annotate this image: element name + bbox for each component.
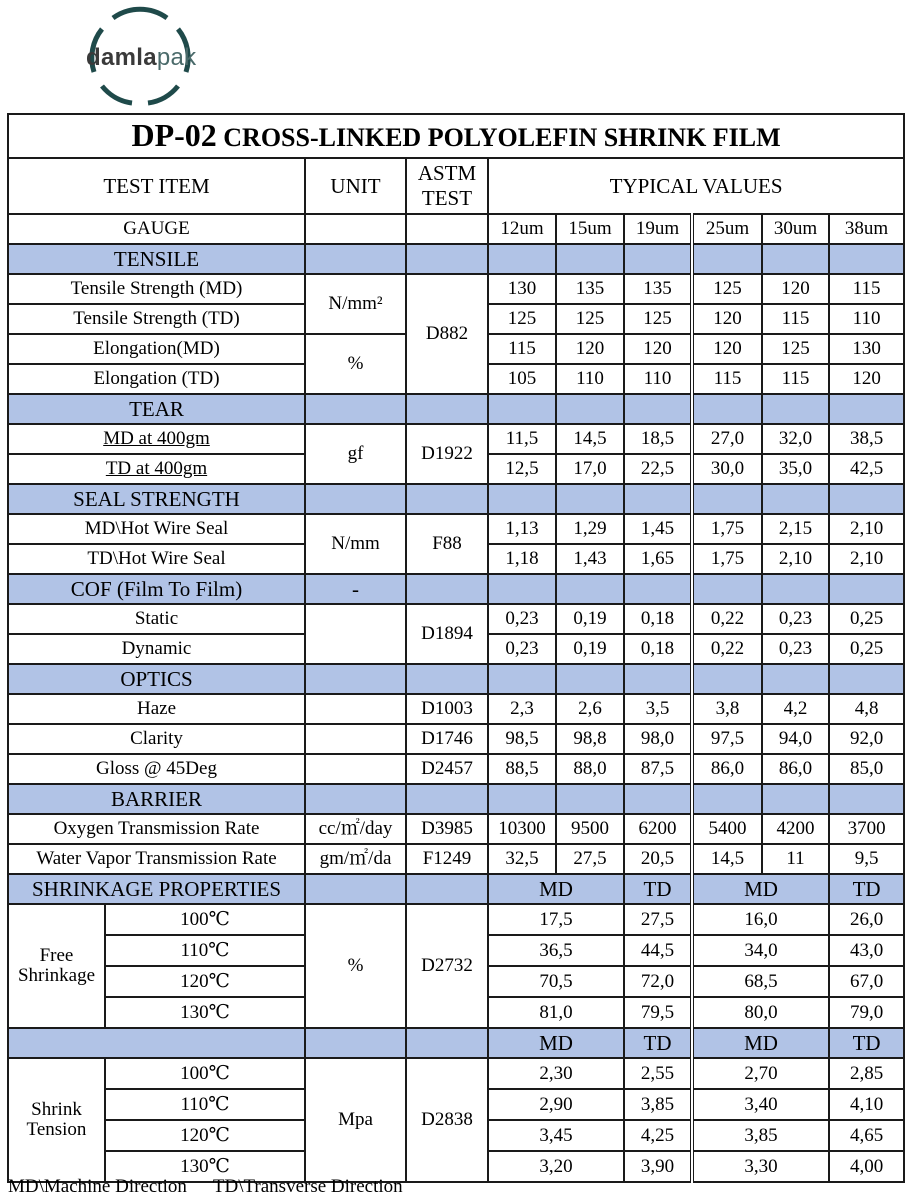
value-cell: 0,18 [624,604,692,634]
value-cell [829,574,904,604]
value-cell [762,574,829,604]
value-cell: 115 [762,304,829,334]
value-cell [624,484,692,514]
value-cell: 3,20 [488,1151,624,1182]
value-cell [556,784,624,814]
product-code: DP-02 [131,116,217,153]
unit-cell [305,724,406,754]
section-cof [8,574,904,604]
value-cell: 27,5 [624,904,692,935]
astm-cell [406,664,488,694]
section-title: COF (Film To Film) [8,574,305,604]
value-cell [829,784,904,814]
section-title: BARRIER [8,784,305,814]
value-cell: 38,5 [829,424,904,454]
value-cell: 0,23 [488,604,556,634]
value-cell: 26,0 [829,904,904,935]
value-cell: 34,0 [692,935,829,966]
value-cell [556,244,624,274]
value-cell: 27,0 [692,424,762,454]
value-cell: 0,25 [829,604,904,634]
astm-line: ASTM [417,161,477,185]
group-label-line: Tension [26,1119,87,1140]
value-cell [556,484,624,514]
group-label [8,1058,105,1182]
value-cell: 3,8 [692,694,762,724]
astm-cell [406,484,488,514]
value-cell: 67,0 [829,966,904,997]
value-cell [624,784,692,814]
value-cell: 11,5 [488,424,556,454]
temperature-cell: 120℃ [105,966,305,997]
value-cell [829,244,904,274]
value-cell: 87,5 [624,754,692,784]
value-cell: 70,5 [488,966,624,997]
value-cell [829,484,904,514]
value-cell [488,784,556,814]
value-cell: 2,10 [829,514,904,544]
value-cell [624,574,692,604]
value-cell: 4,8 [829,694,904,724]
value-cell: 32,0 [762,424,829,454]
value-cell: 2,30 [488,1058,624,1089]
value-cell [762,784,829,814]
value-cell: 120 [624,334,692,364]
value-cell: 27,5 [556,844,624,874]
gauge-row [8,214,904,244]
value-cell [488,574,556,604]
section-title: SHRINKAGE PROPERTIES [8,874,305,904]
row-label: Oxygen Transmission Rate [8,814,305,844]
header-astm [406,158,488,214]
value-cell: 110 [829,304,904,334]
row-label: Elongation (TD) [8,364,305,394]
row-label: Haze [8,694,305,724]
value-cell [692,394,762,424]
value-cell: 125 [488,304,556,334]
value-cell: 120 [692,304,762,334]
value-cell [829,394,904,424]
value-cell [488,664,556,694]
value-cell: 22,5 [624,454,692,484]
value-cell [556,664,624,694]
section-title: TENSILE [8,244,305,274]
value-cell: 105 [488,364,556,394]
value-cell: 18,5 [624,424,692,454]
free-shrinkage-row [8,904,904,935]
value-cell: 81,0 [488,997,624,1028]
value-cell: 120 [829,364,904,394]
value-cell: 125 [692,274,762,304]
damlapak-logo [86,4,197,112]
value-cell: 68,5 [692,966,829,997]
value-cell: 2,90 [488,1089,624,1120]
page-title [8,114,904,158]
value-cell: 42,5 [829,454,904,484]
astm-cell: F88 [406,514,488,574]
value-cell: 88,0 [556,754,624,784]
value-cell: 135 [624,274,692,304]
value-cell: 2,15 [762,514,829,544]
value-cell: 115 [762,364,829,394]
temperature-cell: 110℃ [105,1089,305,1120]
astm-cell: D1003 [406,694,488,724]
tear-row [8,424,904,454]
seal-row [8,514,904,544]
value-cell: 135 [556,274,624,304]
astm-cell [406,214,488,244]
unit-cell [305,484,406,514]
unit-cell [305,394,406,424]
header-row [8,158,904,214]
value-cell: 1,75 [692,514,762,544]
value-cell: 17,0 [556,454,624,484]
value-cell: 1,29 [556,514,624,544]
barrier-row [8,844,904,874]
footer-md: MD\Machine Direction [8,1176,187,1197]
value-cell: 98,8 [556,724,624,754]
row-label: Tensile Strength (TD) [8,304,305,334]
value-cell: 2,70 [692,1058,829,1089]
value-cell [762,244,829,274]
unit-cell: cc/㎡/day [305,814,406,844]
unit-cell [305,874,406,904]
unit-cell: N/mm [305,514,406,574]
astm-cell: D2838 [406,1058,488,1182]
astm-cell: D3985 [406,814,488,844]
shrink-tension-row [8,1058,904,1089]
temperature-cell: 100℃ [105,1058,305,1089]
astm-cell [406,1028,488,1058]
value-cell: 3,40 [692,1089,829,1120]
row-label: Elongation(MD) [8,334,305,364]
value-cell: 0,18 [624,634,692,664]
astm-cell: D1746 [406,724,488,754]
value-cell: 0,23 [488,634,556,664]
row-label: TD at 400gm [8,454,305,484]
temperature-cell: 130℃ [105,1151,305,1182]
section-title [8,1028,305,1058]
footer-legend [8,1176,429,1198]
value-cell: 115 [829,274,904,304]
value-cell: 14,5 [556,424,624,454]
value-cell: 3,85 [624,1089,692,1120]
value-cell: 38um [829,214,904,244]
value-cell: 4,65 [829,1120,904,1151]
temperature-cell: 110℃ [105,935,305,966]
value-cell [556,574,624,604]
td-header: TD [829,1028,904,1058]
value-cell: 0,23 [762,634,829,664]
value-cell: 9,5 [829,844,904,874]
td-header: TD [829,874,904,904]
md-header: MD [692,1028,829,1058]
astm-cell: F1249 [406,844,488,874]
value-cell: 125 [762,334,829,364]
value-cell: 115 [488,334,556,364]
value-cell: 0,22 [692,604,762,634]
optics-row [8,754,904,784]
value-cell [692,244,762,274]
value-cell: 1,45 [624,514,692,544]
value-cell: 4,25 [624,1120,692,1151]
tensile-row [8,274,904,304]
value-cell: 12um [488,214,556,244]
value-cell: 80,0 [692,997,829,1028]
astm-cell: D2732 [406,904,488,1028]
value-cell: 44,5 [624,935,692,966]
group-label-line: Shrinkage [17,965,96,986]
row-label: Tensile Strength (MD) [8,274,305,304]
row-label: Static [8,604,305,634]
optics-row [8,724,904,754]
value-cell: 110 [624,364,692,394]
value-cell: 16,0 [692,904,829,935]
section-tear [8,394,904,424]
row-label: TD\Hot Wire Seal [8,544,305,574]
value-cell: 2,3 [488,694,556,724]
unit-cell [305,604,406,664]
unit-cell [305,1028,406,1058]
row-label: MD\Hot Wire Seal [8,514,305,544]
value-cell: 0,19 [556,604,624,634]
value-cell: 98,0 [624,724,692,754]
group-label [8,904,105,1028]
unit-cell: gm/㎡/da [305,844,406,874]
unit-cell [305,784,406,814]
value-cell: 11 [762,844,829,874]
astm-cell: D1894 [406,604,488,664]
value-cell: 3,90 [624,1151,692,1182]
value-cell [762,664,829,694]
value-cell: 86,0 [762,754,829,784]
unit-cell [305,244,406,274]
value-cell: 79,0 [829,997,904,1028]
value-cell: 6200 [624,814,692,844]
value-cell: 3,5 [624,694,692,724]
value-cell: 5400 [692,814,762,844]
value-cell: 2,85 [829,1058,904,1089]
value-cell: 1,18 [488,544,556,574]
header-typical-values: TYPICAL VALUES [488,158,904,214]
unit-cell: N/mm² [305,274,406,334]
value-cell: 35,0 [762,454,829,484]
astm-cell [406,784,488,814]
value-cell: 1,75 [692,544,762,574]
temperature-cell: 100℃ [105,904,305,935]
section-optics [8,664,904,694]
value-cell: 3,45 [488,1120,624,1151]
unit-cell [305,664,406,694]
value-cell: 72,0 [624,966,692,997]
unit-cell: gf [305,424,406,484]
value-cell: 4200 [762,814,829,844]
unit-cell: % [305,904,406,1028]
td-header: TD [624,1028,692,1058]
row-label: MD at 400gm [8,424,305,454]
value-cell: 30um [762,214,829,244]
astm-cell [406,874,488,904]
md-header: MD [488,874,624,904]
unit-cell: % [305,334,406,394]
astm-cell [406,394,488,424]
value-cell [692,664,762,694]
astm-cell [406,574,488,604]
value-cell [762,394,829,424]
value-cell [488,244,556,274]
value-cell: 4,10 [829,1089,904,1120]
value-cell: 2,10 [829,544,904,574]
group-label-line: Shrink [31,1099,82,1120]
value-cell: 3700 [829,814,904,844]
value-cell: 36,5 [488,935,624,966]
value-cell: 4,00 [829,1151,904,1182]
spec-table [7,113,905,1183]
header-test-item: TEST ITEM [8,158,305,214]
barrier-row [8,814,904,844]
optics-row [8,694,904,724]
value-cell: 92,0 [829,724,904,754]
value-cell: 97,5 [692,724,762,754]
astm-cell: D2457 [406,754,488,784]
value-cell: 98,5 [488,724,556,754]
row-label: Dynamic [8,634,305,664]
value-cell: 19um [624,214,692,244]
value-cell: 3,30 [692,1151,829,1182]
unit-cell [305,214,406,244]
value-cell: 125 [556,304,624,334]
section-barrier [8,784,904,814]
shrink-tension-header [8,1028,904,1058]
unit-cell: - [305,574,406,604]
temperature-cell: 130℃ [105,997,305,1028]
value-cell: 0,19 [556,634,624,664]
value-cell [829,664,904,694]
md-header: MD [692,874,829,904]
unit-cell [305,754,406,784]
value-cell: 79,5 [624,997,692,1028]
value-cell [488,394,556,424]
value-cell: 88,5 [488,754,556,784]
value-cell: 15um [556,214,624,244]
value-cell: 115 [692,364,762,394]
row-label: Water Vapor Transmission Rate [8,844,305,874]
value-cell: 0,23 [762,604,829,634]
value-cell: 17,5 [488,904,624,935]
value-cell: 4,2 [762,694,829,724]
section-tensile [8,244,904,274]
value-cell: 120 [692,334,762,364]
value-cell: 130 [488,274,556,304]
value-cell: 30,0 [692,454,762,484]
product-name: CROSS-LINKED POLYOLEFIN SHRINK FILM [223,122,781,152]
row-label: Gloss @ 45Deg [8,754,305,784]
section-title: OPTICS [8,664,305,694]
value-cell: 3,85 [692,1120,829,1151]
value-cell: 32,5 [488,844,556,874]
value-cell: 86,0 [692,754,762,784]
value-cell: 2,10 [762,544,829,574]
value-cell: 0,25 [829,634,904,664]
value-cell [692,574,762,604]
value-cell: 0,22 [692,634,762,664]
value-cell: 9500 [556,814,624,844]
section-seal-strength [8,484,904,514]
unit-cell [305,694,406,724]
value-cell: 20,5 [624,844,692,874]
value-cell: 130 [829,334,904,364]
test-line: TEST [421,186,473,210]
unit-cell: Mpa [305,1058,406,1182]
value-cell [692,484,762,514]
value-cell: 43,0 [829,935,904,966]
temperature-cell: 120℃ [105,1120,305,1151]
value-cell [488,484,556,514]
value-cell: 14,5 [692,844,762,874]
title-row [8,114,904,158]
row-label: Clarity [8,724,305,754]
astm-cell [406,244,488,274]
section-shrinkage [8,874,904,904]
value-cell [692,784,762,814]
value-cell: 1,43 [556,544,624,574]
md-header: MD [488,1028,624,1058]
value-cell [624,394,692,424]
section-title: TEAR [8,394,305,424]
logo-wordmark: damlapak [86,44,197,71]
header-unit: UNIT [305,158,406,214]
cof-row [8,604,904,634]
value-cell: 10300 [488,814,556,844]
value-cell [556,394,624,424]
value-cell: 1,65 [624,544,692,574]
value-cell: 120 [556,334,624,364]
group-label-line: Free [39,945,74,966]
footer-td: TD\Transverse Direction [212,1176,403,1197]
value-cell [624,244,692,274]
value-cell: 120 [762,274,829,304]
gauge-label: GAUGE [8,214,305,244]
value-cell: 110 [556,364,624,394]
value-cell: 85,0 [829,754,904,784]
astm-cell: D1922 [406,424,488,484]
section-title: SEAL STRENGTH [8,484,305,514]
value-cell [762,484,829,514]
astm-cell: D882 [406,274,488,394]
value-cell: 1,13 [488,514,556,544]
value-cell: 94,0 [762,724,829,754]
value-cell [624,664,692,694]
value-cell: 2,55 [624,1058,692,1089]
td-header: TD [624,874,692,904]
value-cell: 12,5 [488,454,556,484]
value-cell: 2,6 [556,694,624,724]
value-cell: 125 [624,304,692,334]
value-cell: 25um [692,214,762,244]
